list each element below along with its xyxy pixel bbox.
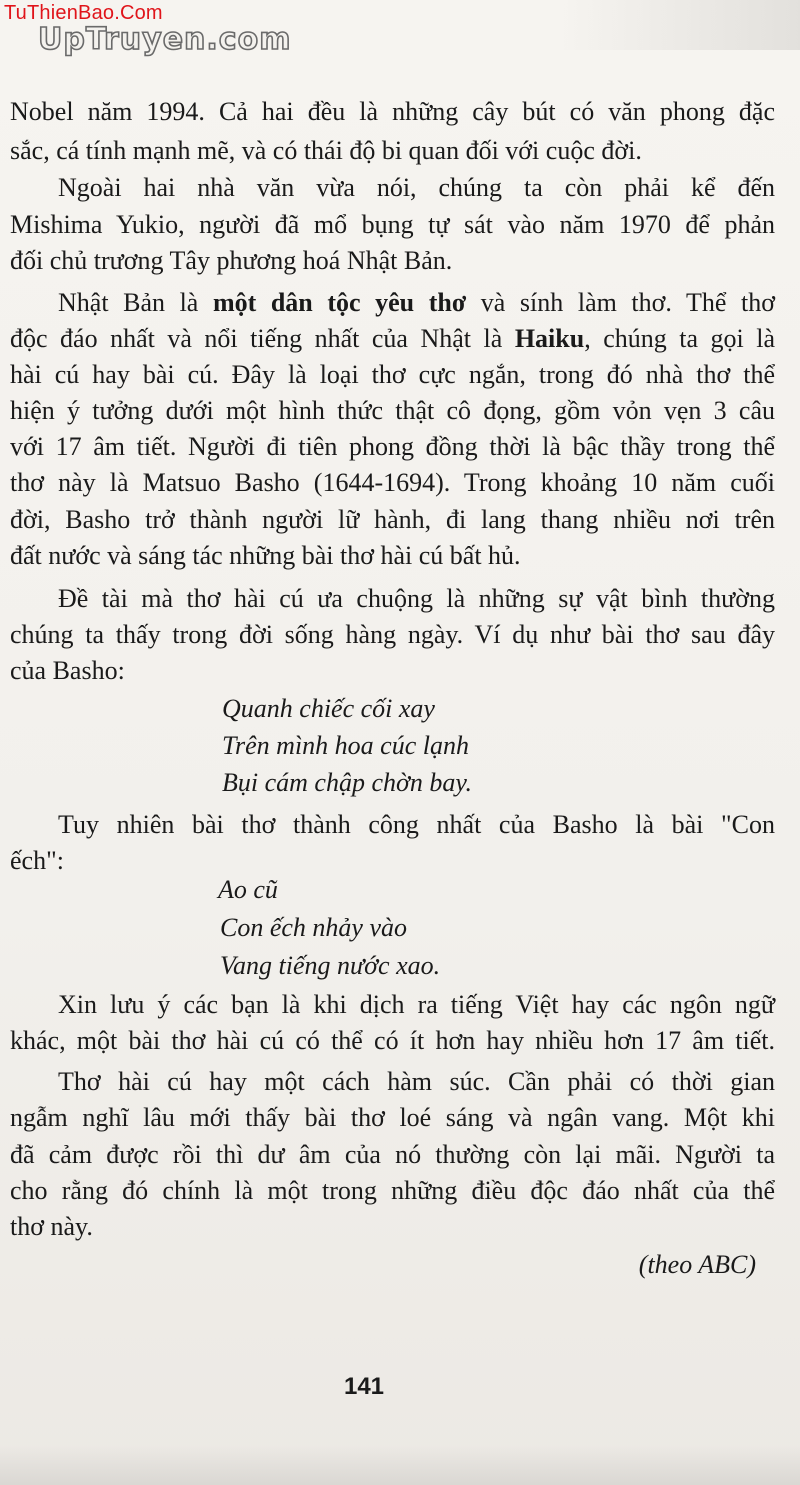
poem-line: Vang tiếng nước xao.	[220, 951, 441, 980]
bold-term-haiku: Haiku	[514, 324, 585, 353]
bold-phrase: một dân tộc yêu thơ	[212, 288, 467, 317]
text-run: Nhật Bản là	[58, 288, 213, 317]
text-run: , chúng ta gọi là	[584, 324, 776, 353]
text-line	[10, 324, 775, 354]
source-citation: (theo ABC)	[638, 1250, 756, 1279]
text-line: Nobel năm 1994. Cả hai đều là những cây bút có văn phong đặc	[10, 97, 775, 126]
text-line: ngẫm nghĩ lâu mới thấy bài thơ loé sáng và ngân vang. Một khi	[10, 1103, 775, 1132]
text-run: và sính làm thơ. Thể thơ	[466, 288, 775, 317]
text-line: chúng ta thấy trong đời sống hàng ngày. Ví dụ như bài thơ sau đây	[10, 620, 775, 649]
poem-line: Bụi cám chập chờn bay.	[222, 768, 472, 797]
text-line: cho rằng đó chính là một trong những điều độc đáo nhất của thể	[10, 1176, 775, 1205]
text-line: Tuy nhiên bài thơ thành công nhất của Basho là bài "Con	[58, 810, 775, 839]
watermark-uptruyen: UpTruyen.com	[38, 22, 292, 57]
text-line: Thơ hài cú hay một cách hàm súc. Cần phải có thời gian	[58, 1067, 775, 1096]
text-line: của Basho:	[10, 656, 125, 685]
text-line: ếch":	[10, 846, 64, 875]
text-line: đối chủ trương Tây phương hoá Nhật Bản.	[10, 246, 453, 275]
text-line: đã cảm được rồi thì dư âm của nó thường còn lại mãi. Người ta	[10, 1140, 775, 1169]
watermark-tuthienbao: TuThienBao.Com	[4, 2, 163, 24]
text-line: hiện ý tưởng dưới một hình thức thật cô đọng, gồm vỏn vẹn 3 câu	[10, 396, 775, 425]
text-line: thơ này.	[10, 1212, 93, 1241]
text-line: hài cú hay bài cú. Đây là loại thơ cực ngắn, trong đó nhà thơ thể	[10, 360, 775, 389]
text-line: với 17 âm tiết. Người đi tiên phong đồng thời là bậc thầy trong thể	[10, 432, 775, 461]
text-line: Ngoài hai nhà văn vừa nói, chúng ta còn phải kể đến	[58, 173, 775, 202]
text-line: sắc, cá tính mạnh mẽ, và có thái độ bi quan đối với cuộc đời.	[10, 136, 642, 165]
poem-line: Con ếch nhảy vào	[220, 913, 408, 942]
text-line: khác, một bài thơ hài cú có thể có ít hơn hay nhiều hơn 17 âm tiết.	[10, 1026, 775, 1055]
text-line	[58, 288, 775, 318]
text-line: Xin lưu ý các bạn là khi dịch ra tiếng Việt hay các ngôn ngữ	[58, 990, 775, 1019]
poem-line: Quanh chiếc cối xay	[222, 694, 435, 723]
text-line: đất nước và sáng tác những bài thơ hài cú bất hủ.	[10, 541, 521, 570]
text-run: độc đáo nhất và nổi tiếng nhất của Nhật là	[10, 324, 503, 353]
text-line: đời, Basho trở thành người lữ hành, đi lang thang nhiều nơi trên	[10, 505, 775, 534]
poem-line: Ao cũ	[218, 875, 278, 904]
text-line: Đề tài mà thơ hài cú ưa chuộng là những sự vật bình thường	[58, 584, 775, 613]
page-number: 141	[343, 1373, 385, 1400]
text-line: thơ này là Matsuo Basho (1644-1694). Trong khoảng 10 năm cuối	[10, 468, 775, 497]
text-line: Mishima Yukio, người đã mổ bụng tự sát vào năm 1970 để phản	[10, 210, 775, 239]
poem-line: Trên mình hoa cúc lạnh	[222, 731, 469, 760]
